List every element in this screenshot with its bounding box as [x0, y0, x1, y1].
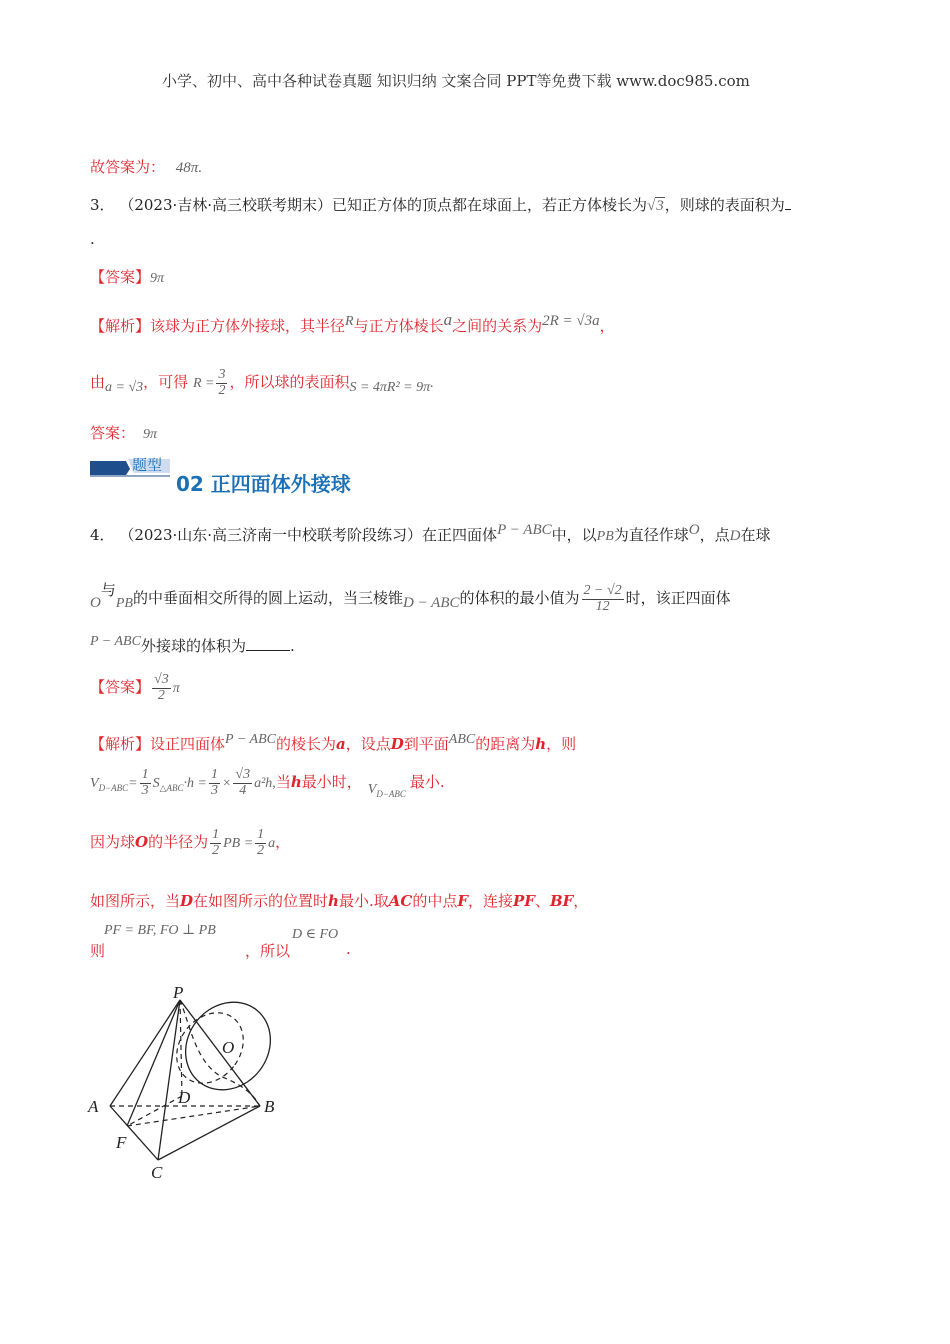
q3-analysis-text-a: 该球为正方体外接球，其半径	[150, 317, 346, 335]
edge-PA	[110, 1000, 180, 1106]
label-O: O	[222, 1038, 235, 1057]
q3-line2-fraction	[216, 368, 227, 398]
q4-analysis-line3	[90, 828, 290, 858]
q4-analysis-line2	[90, 768, 445, 798]
q4-s2-frac-num: 2 − √2	[583, 583, 622, 598]
q3-analysis-text-b: 与正方体棱长	[353, 317, 444, 335]
q3-line2-dot: .	[430, 375, 434, 392]
q4-a3-text-a: 因为球	[90, 833, 136, 852]
q4-s3-dot: .	[289, 637, 295, 655]
q4-a5-text-a: 则	[90, 942, 106, 960]
q4-s1-O: O	[688, 522, 700, 538]
q3-stem	[90, 194, 791, 215]
q4-a2-text-c: 最小时，	[301, 773, 362, 792]
q4-answer-fraction	[152, 673, 171, 703]
q4-s3-text-a: 外接球的体积为	[140, 637, 246, 655]
q4-s1-text-c: 为直径作球	[613, 526, 689, 544]
q4-a4-text-a: 如图所示，当	[90, 892, 181, 910]
label-A: A	[88, 1097, 99, 1116]
q4-a3-text-b: 的半径为	[148, 833, 209, 852]
q4-a1-h: h	[535, 735, 547, 753]
q4-answer-frac-num: √3	[154, 672, 169, 687]
q3-final-label: 答案：	[90, 424, 136, 442]
q4-a2-text-b: 当	[275, 773, 291, 792]
label-F: F	[116, 1133, 127, 1152]
q4-a2-frac1-den: 3	[141, 782, 149, 798]
q4-a2-volume2	[368, 782, 406, 797]
q4-a1-text-d: 到平面	[403, 735, 449, 753]
q3-line2-text-a: 由	[90, 373, 106, 392]
q3-analysis-equation: 2R = √3a	[542, 313, 600, 329]
q4-analysis-line1	[90, 732, 576, 754]
q3-stem-text-a: 已知正方体的顶点都在球面上，若正方体棱长为	[332, 196, 648, 214]
q3-source: （2023·吉林·高三校联考期末）	[119, 196, 333, 214]
q4-a3-O: O	[135, 833, 149, 852]
q3-stem-text-b: ，则球的表面积为	[664, 196, 785, 214]
q3-analysis-line2	[90, 368, 434, 398]
q4-a5-text-b: ，所以	[245, 942, 291, 960]
q4-a5-dot: .	[346, 940, 351, 958]
q4-a2-frac1	[140, 768, 151, 798]
q4-a5-equation: PF = BF, FO ⊥ PB	[104, 923, 216, 938]
q4-a4-text-g: ，	[573, 892, 589, 910]
q4-a3-text-c: ，	[275, 833, 291, 852]
q3-line2-frac-den: 2	[218, 382, 226, 398]
q4-a4-BF: BF	[549, 892, 574, 910]
q3-line2-eq1: a = √3	[105, 380, 144, 396]
edge-PD-hidden	[180, 1000, 182, 1096]
page-header: 小学、初中、高中各种试卷真题 知识归纳 文案合同 PPT等免费下载 www.doc985.com	[162, 72, 750, 90]
q4-analysis-line5	[90, 940, 290, 961]
q4-a2-h: ·h =	[183, 776, 207, 792]
circle-dashed	[163, 1000, 257, 1097]
q3-analysis-label: 【解析】	[90, 317, 151, 335]
q4-s1-PB: PB	[596, 529, 614, 544]
q3-answer-label: 【答案】	[90, 268, 151, 286]
q4-a1-a: a	[335, 735, 346, 753]
q3-answer-blank	[785, 195, 791, 210]
q4-a3-frac1-num: 1	[212, 827, 220, 842]
q4-s2-DABC: D − ABC	[402, 595, 460, 612]
q3-analysis-text-c: 之间的关系为	[452, 317, 543, 335]
q4-stem-line1	[90, 522, 771, 545]
q4-a2-frac2-num: 1	[210, 767, 218, 782]
label-D: D	[178, 1088, 191, 1107]
q4-a2-volume	[90, 776, 128, 791]
q4-s1-D: D	[729, 528, 741, 544]
q3-line2-text-c: ，所以球的表面积	[229, 373, 350, 392]
q4-a1-text-c: ，设点	[345, 735, 391, 753]
q3-final-value: 9π	[143, 427, 158, 442]
q2-answer-value: 48π	[175, 160, 199, 176]
edge-PC	[158, 1000, 180, 1160]
q4-stem-line2	[90, 581, 731, 614]
q3-final-answer	[90, 422, 157, 443]
q4-a1-D: D	[390, 735, 404, 753]
tetrahedron-figure	[80, 980, 300, 1190]
q4-a4-F: F	[457, 892, 468, 910]
q3-line2-text-b: ，可得	[143, 373, 189, 392]
q4-source: （2023·山东·高三济南一中校联考阶段练习）	[119, 526, 423, 544]
q4-analysis-line4	[90, 890, 588, 911]
q4-a4-text-e: ，连接	[467, 892, 513, 910]
q4-a3-frac1-den: 2	[212, 842, 220, 858]
q4-a2-eq: =	[128, 776, 138, 792]
q3-analysis-line1	[90, 310, 615, 336]
q3-answer-line	[90, 266, 164, 287]
q3-analysis-a: a	[443, 310, 453, 329]
q4-a2-frac1-num: 1	[141, 767, 149, 782]
q4-s2-O: O	[90, 595, 101, 612]
q4-s2-text-d: 时，该正四面体	[625, 589, 731, 608]
q4-a2-area	[153, 776, 184, 791]
q4-a2-frac2	[209, 768, 220, 798]
q3-stem-dot: .	[90, 230, 95, 248]
label-P: P	[173, 983, 184, 1002]
q4-a4-h: h	[328, 892, 339, 910]
q4-a4-text-d: 的中点	[412, 892, 458, 910]
q4-a3-frac2-den: 2	[257, 842, 265, 858]
q4-a2-V: V	[90, 776, 99, 792]
q4-number: 4．	[90, 526, 115, 544]
q4-a5-equation2: D ∈ FO	[292, 927, 339, 942]
q4-a2-V2-sub: D−ABC	[376, 788, 406, 799]
q4-a1-text-b: 的棱长为	[275, 735, 336, 753]
q4-s2-fraction	[582, 584, 624, 614]
q4-a3-a: a	[268, 836, 276, 852]
edge-PF	[127, 1000, 180, 1126]
q3-line2-R: R =	[192, 376, 215, 392]
q4-a4-text-c: 最小.取	[338, 892, 389, 910]
q4-s2-frac-den: 12	[595, 598, 610, 614]
q4-a1-text-f: ，则	[546, 735, 577, 753]
q3-stem-radicand: 3	[656, 198, 664, 214]
q4-a2-S-sub: △ABC	[159, 782, 184, 793]
q4-s2-PB: PB	[115, 596, 133, 612]
q4-a2-S: S	[152, 776, 160, 792]
q3-answer-value: 9π	[150, 271, 165, 286]
label-C: C	[151, 1163, 163, 1182]
q4-a2-hh: h	[290, 773, 302, 792]
q4-a2-frac3-num: √3	[235, 767, 251, 782]
q3-line2-frac-num: 3	[218, 367, 226, 382]
q4-analysis-label: 【解析】	[90, 735, 151, 753]
q2-answer-dot: .	[198, 160, 203, 176]
q4-a2-times: ×	[221, 776, 232, 792]
q4-a3-frac2	[255, 828, 266, 858]
q4-a1-text-a: 设正四面体	[150, 735, 226, 753]
label-B: B	[264, 1097, 275, 1116]
q4-a4-D: D	[180, 892, 194, 910]
q4-a2-V2: V	[367, 782, 377, 798]
q4-a3-PB: PB =	[223, 836, 254, 852]
q4-s1-text-e: 在球	[740, 526, 771, 544]
q4-a3-frac2-num: 1	[257, 827, 265, 842]
section-title: 02 正四面体外接球	[176, 472, 351, 496]
q3-stem-radical: √3	[647, 198, 664, 214]
q4-a4-AC: AC	[388, 892, 413, 910]
q4-answer-pi: π	[172, 681, 180, 697]
q2-answer-prefix: 故答案为：	[90, 158, 166, 176]
q4-answer-frac-den: 2	[157, 687, 165, 703]
q4-stem-line3	[90, 634, 295, 656]
q4-a2-frac3	[233, 768, 252, 798]
q4-a1-tetrahedron: P − ABC	[225, 732, 276, 747]
q4-s2-text-a: 与	[100, 581, 116, 600]
q3-line2-eq2: S = 4πR² = 9π	[349, 380, 431, 396]
q4-answer-label: 【答案】	[90, 678, 151, 697]
q4-a1-ABC: ABC	[448, 732, 476, 747]
q4-s2-text-b: 的中垂面相交所得的圆上运动，当三棱锥	[132, 589, 403, 608]
q3-analysis-R: R	[345, 314, 354, 329]
q4-a1-text-e: 的距离为	[475, 735, 536, 753]
q4-a2-frac3-den: 4	[239, 782, 247, 798]
section-banner-text: 题型	[132, 456, 163, 474]
q4-s1-text-d: ，点	[699, 526, 730, 544]
q3-analysis-text-d: ，	[599, 317, 615, 335]
q4-a4-text-b: 在如图所示的位置时	[193, 892, 329, 910]
q4-a3-frac1	[210, 828, 221, 858]
q4-a2-tail: a²h,	[254, 776, 276, 792]
q4-a4-text-f: 、	[534, 892, 550, 910]
q4-a4-PF: PF	[513, 892, 535, 910]
q4-answer-line	[90, 673, 180, 703]
q4-a2-text-d: 最小.	[409, 773, 445, 792]
q4-s1-text-b: 中，以	[551, 526, 597, 544]
q4-s2-text-c: 的体积的最小值为	[459, 589, 580, 608]
q2-answer-line	[90, 156, 202, 177]
q3-number: 3．	[90, 196, 115, 214]
q4-s1-tetrahedron: P − ABC	[497, 522, 552, 538]
q4-a2-V-sub: D−ABC	[98, 782, 129, 793]
q4-s3-tetrahedron: P − ABC	[90, 634, 141, 649]
q4-a2-frac2-den: 3	[210, 782, 218, 798]
q4-s1-text-a: 在正四面体	[422, 526, 498, 544]
q4-answer-blank	[246, 636, 290, 651]
